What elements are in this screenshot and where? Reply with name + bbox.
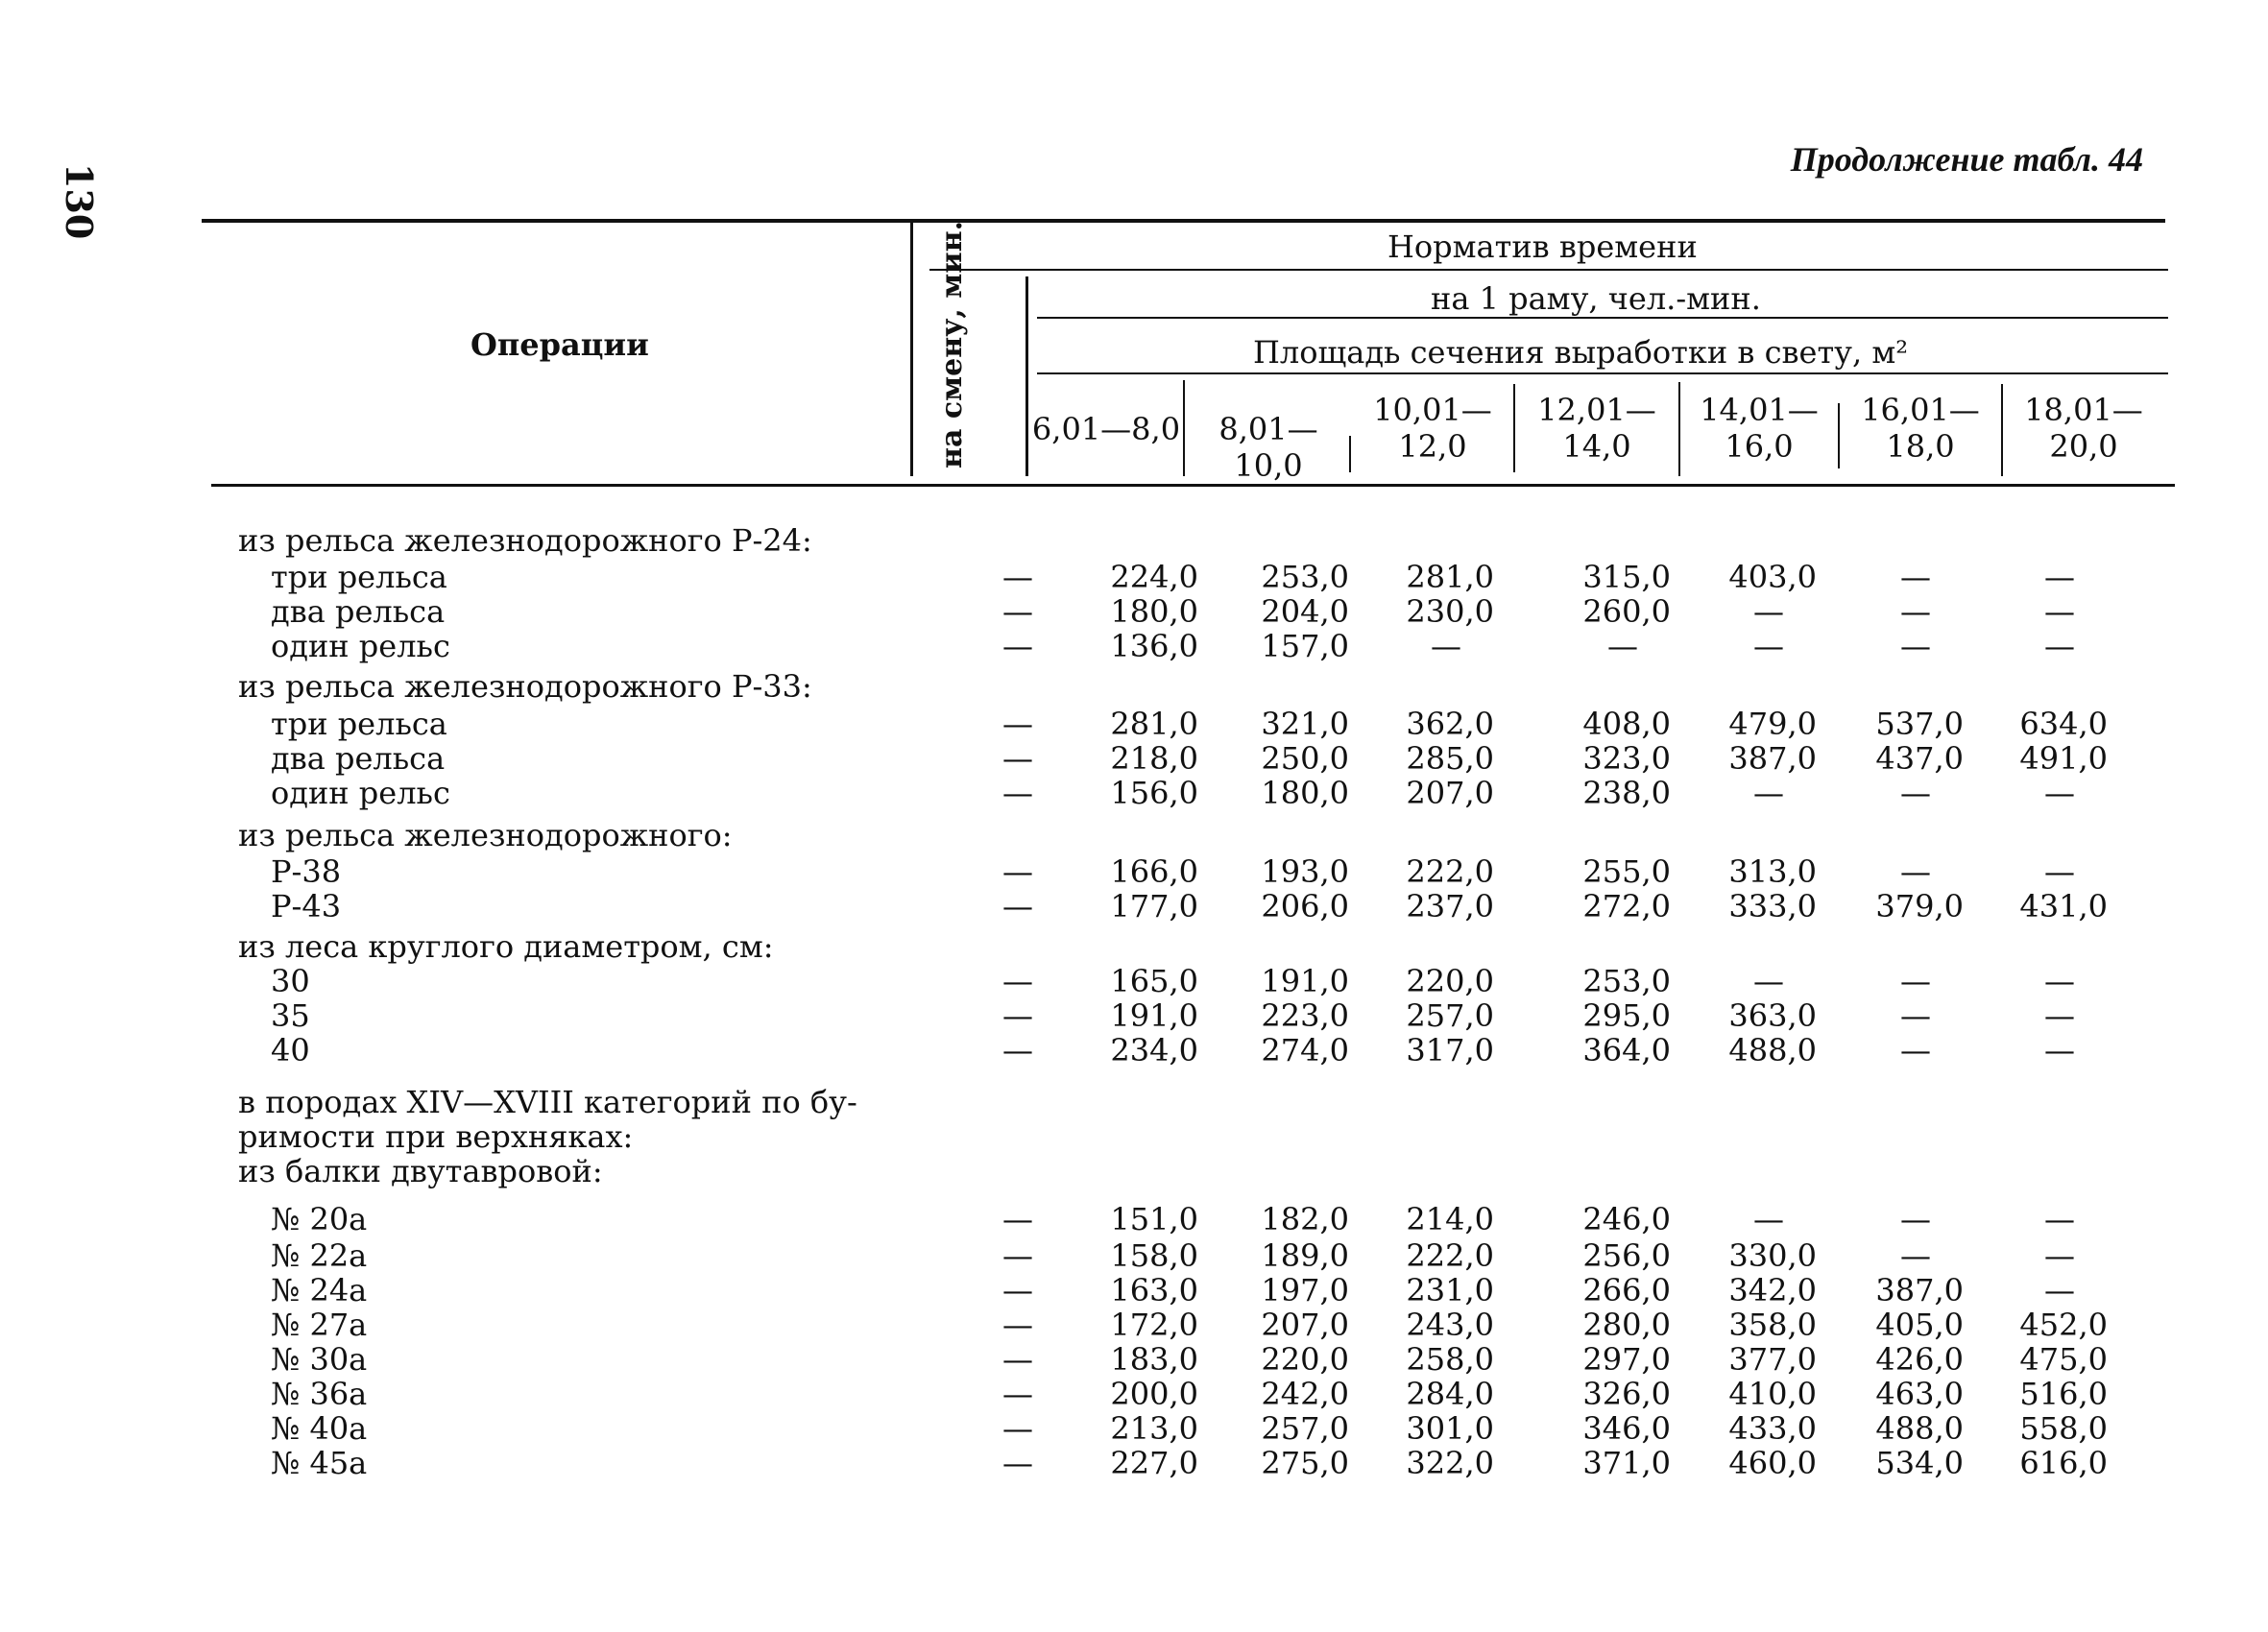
area-value-cell: 266,0 (1582, 1272, 1671, 1308)
operation-label: из рельса железнодорожного: (238, 817, 733, 853)
area-value-cell: 437,0 (1875, 740, 1964, 777)
area-value-cell: 253,0 (1261, 559, 1349, 595)
header-bottom-rule (211, 484, 2175, 487)
area-value-cell: 516,0 (2019, 1376, 2108, 1412)
operation-label: из рельса железнодорожного Р-24: (238, 522, 812, 559)
area-value-cell: — (1900, 963, 1931, 999)
area-value-cell: 281,0 (1110, 706, 1198, 742)
header-operations: Операции (470, 326, 649, 363)
operation-label: два рельса (271, 740, 446, 777)
operation-label: из балки двутавровой: (238, 1153, 603, 1189)
operation-label: № 24а (271, 1272, 368, 1308)
area-value-cell: 317,0 (1406, 1032, 1494, 1068)
per-shift-cell: — (1002, 1341, 1033, 1378)
area-value-cell: 558,0 (2019, 1410, 2108, 1447)
area-value-cell: 238,0 (1582, 775, 1671, 811)
area-value-cell: 158,0 (1110, 1237, 1198, 1274)
area-underline (1037, 372, 2168, 374)
area-value-cell: 330,0 (1728, 1237, 1817, 1274)
header-norm: Норматив времени (1387, 228, 1698, 265)
col-divider-6 (2001, 384, 2003, 476)
area-value-cell: 403,0 (1728, 559, 1817, 595)
per-shift-cell: — (1002, 1237, 1033, 1274)
per-shift-cell: — (1002, 1445, 1033, 1481)
area-value-cell: — (1900, 1032, 1931, 1068)
per-shift-cell: — (1002, 853, 1033, 890)
table-row (0, 964, 2268, 998)
area-value-cell: 191,0 (1261, 963, 1349, 999)
area-value-cell: 284,0 (1406, 1376, 1494, 1412)
area-value-cell: 342,0 (1728, 1272, 1817, 1308)
area-value-cell: 297,0 (1582, 1341, 1671, 1378)
area-value-cell: 491,0 (2019, 740, 2108, 777)
operation-label: три рельса (271, 706, 447, 742)
table-row (0, 629, 2268, 663)
table-row (0, 1119, 2268, 1154)
area-value-cell: 213,0 (1110, 1410, 1198, 1447)
area-value-cell: — (1900, 997, 1931, 1034)
area-value-cell: 364,0 (1582, 1032, 1671, 1068)
area-col-3: 10,01— 12,0 (1373, 392, 1492, 465)
area-value-cell: 223,0 (1261, 997, 1349, 1034)
per-shift-cell: — (1002, 628, 1033, 664)
area-value-cell: 280,0 (1582, 1307, 1671, 1343)
col-divider-5 (1838, 403, 1840, 468)
table-row (0, 1085, 2268, 1119)
area-value-cell: 426,0 (1875, 1341, 1964, 1378)
area-value-cell: 151,0 (1110, 1201, 1198, 1237)
area-value-cell: — (1900, 1201, 1931, 1237)
col-divider-1 (1183, 380, 1185, 476)
area-value-cell: — (1753, 775, 1784, 811)
area-col-6: 16,01— 18,0 (1861, 392, 1980, 465)
shift-divider (1025, 276, 1028, 476)
area-value-cell: — (1900, 628, 1931, 664)
area-col-4: 12,01— 14,0 (1537, 392, 1656, 465)
page-number: 130 (58, 163, 101, 240)
operation-label: из леса круглого диаметром, см: (238, 928, 774, 965)
area-value-cell: 488,0 (1875, 1410, 1964, 1447)
header-per-frame: на 1 раму, чел.-мин. (1431, 280, 1761, 317)
table-row (0, 594, 2268, 629)
area-value-cell: 191,0 (1110, 997, 1198, 1034)
area-value-cell: 255,0 (1582, 853, 1671, 890)
area-value-cell: 207,0 (1261, 1307, 1349, 1343)
area-value-cell: 313,0 (1728, 853, 1817, 890)
area-value-cell: — (2044, 1032, 2075, 1068)
area-value-cell: 534,0 (1875, 1445, 1964, 1481)
area-value-cell: 634,0 (2019, 706, 2108, 742)
area-value-cell: 166,0 (1110, 853, 1198, 890)
area-value-cell: 214,0 (1406, 1201, 1494, 1237)
area-value-cell: 358,0 (1728, 1307, 1817, 1343)
operation-label: три рельса (271, 559, 447, 595)
header-area: Площадь сечения выработки в свету, м² (1253, 334, 1909, 371)
area-value-cell: 234,0 (1110, 1032, 1198, 1068)
operation-label: в породах XIV—XVIII категорий по бу- (238, 1084, 857, 1120)
area-value-cell: 260,0 (1582, 593, 1671, 630)
table-row (0, 707, 2268, 741)
per-shift-cell: — (1002, 775, 1033, 811)
per-shift-cell: — (1002, 593, 1033, 630)
operation-label: № 36а (271, 1376, 368, 1412)
operation-label: № 30а (271, 1341, 368, 1378)
per-shift-cell: — (1002, 1032, 1033, 1068)
area-value-cell: 315,0 (1582, 559, 1671, 595)
area-value-cell: 183,0 (1110, 1341, 1198, 1378)
operation-label: из рельса железнодорожного Р-33: (238, 668, 812, 705)
area-value-cell: 172,0 (1110, 1307, 1198, 1343)
area-value-cell: 246,0 (1582, 1201, 1671, 1237)
operation-label: № 20а (271, 1201, 368, 1237)
per-shift-cell: — (1002, 888, 1033, 924)
operation-label: № 40а (271, 1410, 368, 1447)
area-value-cell: 295,0 (1582, 997, 1671, 1034)
area-value-cell: 207,0 (1406, 775, 1494, 811)
table-row (0, 1446, 2268, 1480)
area-value-cell: 272,0 (1582, 888, 1671, 924)
area-value-cell: 222,0 (1406, 853, 1494, 890)
area-value-cell: — (1607, 628, 1638, 664)
operation-label: 40 (271, 1032, 310, 1068)
table-row (0, 523, 2268, 558)
top-rule (202, 219, 2165, 223)
area-value-cell: — (1753, 593, 1784, 630)
area-value-cell: 258,0 (1406, 1341, 1494, 1378)
area-value-cell: 460,0 (1728, 1445, 1817, 1481)
area-value-cell: 136,0 (1110, 628, 1198, 664)
area-value-cell: 230,0 (1406, 593, 1494, 630)
area-value-cell: 177,0 (1110, 888, 1198, 924)
area-value-cell: 275,0 (1261, 1445, 1349, 1481)
area-value-cell: 377,0 (1728, 1341, 1817, 1378)
area-value-cell: 408,0 (1582, 706, 1671, 742)
area-value-cell: 405,0 (1875, 1307, 1964, 1343)
operation-label: два рельса (271, 593, 446, 630)
area-value-cell: 431,0 (2019, 888, 2108, 924)
area-value-cell: 231,0 (1406, 1272, 1494, 1308)
per-shift-cell: — (1002, 1307, 1033, 1343)
area-col-5: 14,01— 16,0 (1700, 392, 1819, 465)
area-value-cell: 322,0 (1406, 1445, 1494, 1481)
area-value-cell: 323,0 (1582, 740, 1671, 777)
area-value-cell: 475,0 (2019, 1341, 2108, 1378)
area-value-cell: 387,0 (1875, 1272, 1964, 1308)
area-value-cell: 257,0 (1261, 1410, 1349, 1447)
area-value-cell: 250,0 (1261, 740, 1349, 777)
table-row (0, 669, 2268, 704)
operation-label: римости при верхняках: (238, 1118, 634, 1155)
table-row (0, 1377, 2268, 1411)
area-value-cell: 220,0 (1406, 963, 1494, 999)
area-value-cell: — (1900, 853, 1931, 890)
table-row (0, 1411, 2268, 1446)
per-shift-cell: — (1002, 559, 1033, 595)
operation-label: № 27а (271, 1307, 368, 1343)
area-value-cell: — (2044, 1201, 2075, 1237)
table-row (0, 1273, 2268, 1308)
area-value-cell: 363,0 (1728, 997, 1817, 1034)
area-value-cell: — (1900, 593, 1931, 630)
area-value-cell: 387,0 (1728, 740, 1817, 777)
area-col-2: 8,01—10,0 (1218, 411, 1318, 484)
area-value-cell: — (2044, 853, 2075, 890)
area-value-cell: 321,0 (1261, 706, 1349, 742)
operation-label: 30 (271, 963, 310, 999)
area-value-cell: 379,0 (1875, 888, 1964, 924)
norm-underline (929, 269, 2168, 271)
table-row (0, 1342, 2268, 1377)
area-value-cell: 156,0 (1110, 775, 1198, 811)
area-value-cell: — (2044, 559, 2075, 595)
area-value-cell: 479,0 (1728, 706, 1817, 742)
area-value-cell: 227,0 (1110, 1445, 1198, 1481)
area-value-cell: — (2044, 775, 2075, 811)
area-value-cell: 616,0 (2019, 1445, 2108, 1481)
area-value-cell: — (2044, 963, 2075, 999)
area-value-cell: — (1753, 628, 1784, 664)
area-value-cell: 274,0 (1261, 1032, 1349, 1068)
area-value-cell: 206,0 (1261, 888, 1349, 924)
area-value-cell: — (1753, 963, 1784, 999)
area-value-cell: — (2044, 1272, 2075, 1308)
area-value-cell: 333,0 (1728, 888, 1817, 924)
table-row (0, 1202, 2268, 1236)
area-value-cell: — (1900, 775, 1931, 811)
table-row (0, 889, 2268, 924)
per-shift-cell: — (1002, 1376, 1033, 1412)
area-col-7: 18,01— 20,0 (2024, 392, 2143, 465)
area-col-1: 6,01—8,0 (1031, 411, 1181, 447)
area-value-cell: 371,0 (1582, 1445, 1671, 1481)
operation-label: № 22а (271, 1237, 368, 1274)
area-value-cell: 218,0 (1110, 740, 1198, 777)
area-value-cell: 165,0 (1110, 963, 1198, 999)
area-value-cell: 204,0 (1261, 593, 1349, 630)
area-value-cell: — (1900, 559, 1931, 595)
area-value-cell: 189,0 (1261, 1237, 1349, 1274)
table-row (0, 741, 2268, 776)
operation-label: Р-38 (271, 853, 342, 890)
area-value-cell: 157,0 (1261, 628, 1349, 664)
per-shift-cell: — (1002, 740, 1033, 777)
per-shift-cell: — (1002, 1201, 1033, 1237)
area-value-cell: 452,0 (2019, 1307, 2108, 1343)
area-value-cell: — (1431, 628, 1461, 664)
col-divider-4 (1678, 382, 1680, 476)
area-value-cell: 326,0 (1582, 1376, 1671, 1412)
operation-label: № 45а (271, 1445, 368, 1481)
table-row (0, 776, 2268, 810)
per-shift-cell: — (1002, 997, 1033, 1034)
table-row (0, 1308, 2268, 1342)
area-value-cell: — (2044, 593, 2075, 630)
table-caption: Продолжение табл. 44 (1790, 140, 2143, 179)
table-row (0, 854, 2268, 889)
area-value-cell: 197,0 (1261, 1272, 1349, 1308)
area-value-cell: 537,0 (1875, 706, 1964, 742)
area-value-cell: 463,0 (1875, 1376, 1964, 1412)
area-value-cell: 433,0 (1728, 1410, 1817, 1447)
area-value-cell: 362,0 (1406, 706, 1494, 742)
area-value-cell: 222,0 (1406, 1237, 1494, 1274)
area-value-cell: 346,0 (1582, 1410, 1671, 1447)
area-value-cell: 242,0 (1261, 1376, 1349, 1412)
per-shift-cell: — (1002, 963, 1033, 999)
table-row (0, 818, 2268, 852)
area-value-cell: 256,0 (1582, 1237, 1671, 1274)
area-value-cell: — (1753, 1201, 1784, 1237)
area-value-cell: 243,0 (1406, 1307, 1494, 1343)
area-value-cell: 180,0 (1110, 593, 1198, 630)
per-shift-cell: — (1002, 1272, 1033, 1308)
area-value-cell: 224,0 (1110, 559, 1198, 595)
area-value-cell: 180,0 (1261, 775, 1349, 811)
area-value-cell: — (2044, 628, 2075, 664)
area-value-cell: 488,0 (1728, 1032, 1817, 1068)
area-value-cell: 237,0 (1406, 888, 1494, 924)
area-value-cell: 193,0 (1261, 853, 1349, 890)
operations-divider (910, 221, 913, 476)
area-value-cell: 182,0 (1261, 1201, 1349, 1237)
area-value-cell: — (1900, 1237, 1931, 1274)
table-row (0, 560, 2268, 594)
area-value-cell: — (2044, 997, 2075, 1034)
table-row (0, 1154, 2268, 1188)
per-shift-cell: — (1002, 1410, 1033, 1447)
area-value-cell: 285,0 (1406, 740, 1494, 777)
area-value-cell: 253,0 (1582, 963, 1671, 999)
area-value-cell: 257,0 (1406, 997, 1494, 1034)
operation-label: один рельс (271, 628, 450, 664)
area-value-cell: 410,0 (1728, 1376, 1817, 1412)
area-value-cell: 281,0 (1406, 559, 1494, 595)
area-value-cell: 301,0 (1406, 1410, 1494, 1447)
header-per-shift: на смену, мин. (935, 220, 969, 468)
table-row (0, 998, 2268, 1033)
area-value-cell: 200,0 (1110, 1376, 1198, 1412)
operation-label: один рельс (271, 775, 450, 811)
area-value-cell: 163,0 (1110, 1272, 1198, 1308)
operation-label: 35 (271, 997, 310, 1034)
area-value-cell: — (2044, 1237, 2075, 1274)
col-divider-3 (1513, 384, 1515, 472)
operation-label: Р-43 (271, 888, 342, 924)
per-shift-cell: — (1002, 706, 1033, 742)
frame-underline (1037, 317, 2168, 319)
table-row (0, 1238, 2268, 1273)
area-value-cell: 220,0 (1261, 1341, 1349, 1378)
table-row (0, 1033, 2268, 1068)
table-row (0, 929, 2268, 964)
